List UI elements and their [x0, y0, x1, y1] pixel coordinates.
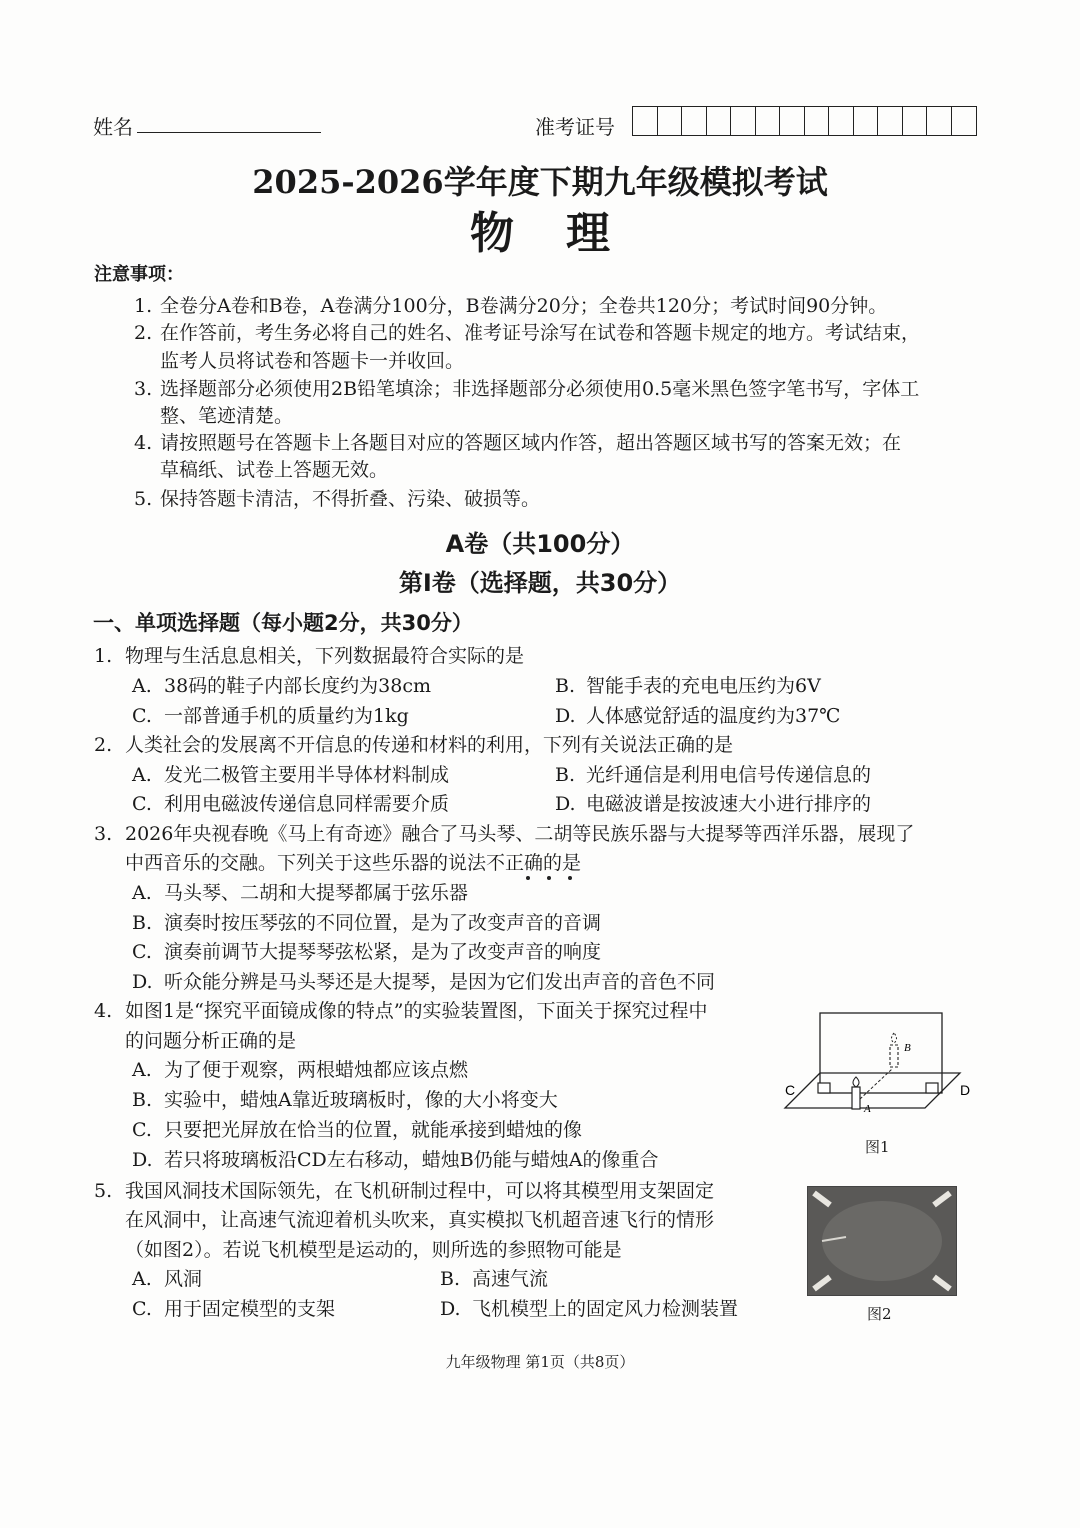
name-label: 姓名 — [93, 115, 133, 139]
exam-id-box[interactable] — [829, 107, 854, 135]
question-number: 5. — [94, 1180, 113, 1202]
question-stem: 我国风洞技术国际领先，在飞机研制过程中，可以将其模型用支架固定 — [125, 1180, 715, 1202]
notice-text: 保持答题卡清洁，不得折叠、污染、破损等。 — [160, 488, 541, 510]
option-text: 演奏时按压琴弦的不同位置，是为了改变声音的音调 — [164, 912, 602, 934]
option-row — [0, 701, 1080, 731]
option-text: 为了便于观察，两根蜡烛都应该点燃 — [164, 1059, 469, 1081]
wind-tunnel-photo — [807, 1186, 957, 1296]
option-row — [0, 878, 1080, 908]
section-heading: 一、单项选择题（每小题2分，共30分） — [93, 611, 473, 635]
question-stem: 中西音乐的交融。下列关于这些乐器的说法不正确的是 — [125, 852, 582, 874]
option-label: D. — [132, 971, 153, 993]
question-stem-line — [0, 848, 1080, 878]
exam-id-box[interactable] — [805, 107, 830, 135]
option-label: A. — [132, 882, 152, 904]
option-label: D. — [132, 1149, 153, 1171]
notice-number: 5. — [134, 488, 153, 510]
option-label: A. — [132, 764, 152, 786]
option-text: 38码的鞋子内部长度约为38cm — [164, 675, 432, 697]
paper-a-title: A卷（共100分） — [445, 530, 635, 558]
option-label: B. — [555, 675, 576, 697]
option-text: 光纤通信是利用电信号传递信息的 — [586, 764, 872, 786]
exam-id-box[interactable] — [927, 107, 952, 135]
option-row — [0, 1294, 1080, 1324]
option-row — [0, 1145, 1080, 1175]
option-label: A. — [132, 1059, 152, 1081]
option-text: 人体感觉舒适的温度约为37℃ — [586, 705, 841, 727]
option-text: 利用电磁波传递信息同样需要介质 — [164, 793, 450, 815]
option-text: 用于固定模型的支架 — [164, 1298, 336, 1320]
option-label: D. — [440, 1298, 461, 1320]
notice-text: 全卷分A卷和B卷，A卷满分100分，B卷满分20分；全卷共120分；考试时间90分钟。 — [160, 295, 888, 317]
option-text: 智能手表的充电电压约为6V — [586, 675, 821, 697]
exam-id-box[interactable] — [854, 107, 879, 135]
mirror-experiment-figure — [780, 1005, 980, 1130]
exam-id-box[interactable] — [903, 107, 928, 135]
question-stem: 2026年央视春晚《马上有奇迹》融合了马头琴、二胡等民族乐器与大提琴等西洋乐器，展现了 — [125, 823, 915, 845]
fig2-caption: 图2 — [867, 1305, 892, 1323]
notice-text: 监考人员将试卷和答题卡一并收回。 — [160, 350, 465, 372]
notice-text: 整、笔迹清楚。 — [160, 405, 294, 427]
notice-text: 草稿纸、试卷上答题无效。 — [160, 459, 389, 481]
question-1 — [0, 641, 1080, 671]
notice-heading: 注意事项： — [94, 264, 184, 285]
exam-id-box[interactable] — [878, 107, 903, 135]
option-label: D. — [555, 793, 576, 815]
option-label: A. — [132, 675, 152, 697]
question-stem: 人类社会的发展离不开信息的传递和材料的利用，下列有关说法正确的是 — [125, 734, 734, 756]
option-label: B. — [132, 1089, 153, 1111]
option-label: B. — [555, 764, 576, 786]
question-3 — [0, 819, 1080, 849]
notice-text: 选择题部分必须使用2B铅笔填涂；非选择题部分必须使用0.5毫米黑色签字笔书写，字体工 — [160, 378, 920, 400]
option-label: C. — [132, 1119, 152, 1141]
option-text: 演奏前调节大提琴琴弦松紧，是为了改变声音的响度 — [164, 941, 602, 963]
fig1-caption: 图1 — [865, 1138, 890, 1156]
notice-number: 4. — [134, 432, 153, 454]
notice-text: 请按照题号在答题卡上各题目对应的答题区域内作答，超出答题区域书写的答案无效；在 — [160, 432, 902, 454]
question-stem: 物理与生活息息相关，下列数据最符合实际的是 — [125, 645, 525, 667]
option-text: 高速气流 — [472, 1268, 549, 1290]
subject-title: 物理 — [470, 208, 662, 259]
option-text: 听众能分辨是马头琴还是大提琴，是因为它们发出声音的音色不同 — [164, 971, 716, 993]
exam-id-box[interactable] — [756, 107, 781, 135]
exam-id-boxes[interactable] — [632, 106, 977, 136]
option-row — [0, 967, 1080, 997]
option-row — [0, 760, 1080, 790]
question-number: 1. — [94, 645, 113, 667]
question-number: 2. — [94, 734, 113, 756]
notice-number: 3. — [134, 378, 153, 400]
question-stem: 在风洞中，让高速气流迎着机头吹来，真实模拟飞机超音速飞行的情形 — [125, 1209, 715, 1231]
option-row — [0, 789, 1080, 819]
question-number: 3. — [94, 823, 113, 845]
option-text: 电磁波谱是按波速大小进行排序的 — [586, 793, 872, 815]
question-stem: 如图1是“探究平面镜成像的特点”的实验装置图，下面关于探究过程中 — [125, 1000, 708, 1022]
option-text: 飞机模型上的固定风力检测装置 — [472, 1298, 739, 1320]
exam-id-box[interactable] — [731, 107, 756, 135]
option-label: B. — [440, 1268, 461, 1290]
option-text: 若只将玻璃板沿CD左右移动，蜡烛B仍能与蜡烛A的像重合 — [164, 1149, 659, 1171]
question-number: 4. — [94, 1000, 113, 1022]
option-row — [0, 908, 1080, 938]
option-label: C. — [132, 705, 152, 727]
notice-text: 在作答前，考生务必将自己的姓名、准考证号涂写在试卷和答题卡规定的地方。考试结束， — [160, 322, 921, 344]
fig1-label-d: D — [960, 1082, 971, 1098]
option-label: C. — [132, 793, 152, 815]
exam-id-box[interactable] — [952, 107, 977, 135]
page-footer: 九年级物理 第1页（共8页） — [445, 1353, 635, 1371]
option-label: B. — [132, 912, 153, 934]
fig1-label-c: C — [785, 1082, 796, 1098]
exam-id-box[interactable] — [707, 107, 732, 135]
notice-number: 2. — [134, 322, 153, 344]
fig1-label-a: A — [864, 1103, 871, 1115]
exam-id-box[interactable] — [682, 107, 707, 135]
exam-id-box[interactable] — [658, 107, 683, 135]
fig1-label-b: B — [904, 1042, 911, 1054]
option-text: 实验中，蜡烛A靠近玻璃板时，像的大小将变大 — [164, 1089, 558, 1111]
option-text: 马头琴、二胡和大提琴都属于弦乐器 — [164, 882, 469, 904]
option-text: 发光二极管主要用半导体材料制成 — [164, 764, 450, 786]
question-2 — [0, 730, 1080, 760]
question-stem: 的问题分析正确的是 — [125, 1030, 297, 1052]
option-label: C. — [132, 941, 152, 963]
exam-id-box[interactable] — [780, 107, 805, 135]
option-row — [0, 671, 1080, 701]
question-stem: （如图2）。若说飞机模型是运动的，则所选的参照物可能是 — [125, 1239, 622, 1261]
option-text: 一部普通手机的质量约为1kg — [164, 705, 409, 727]
part-1-title: 第Ⅰ卷（选择题，共30分） — [398, 569, 682, 597]
notice-number: 1. — [134, 295, 153, 317]
option-text: 只要把光屏放在恰当的位置，就能承接到蜡烛的像 — [164, 1119, 583, 1141]
exam-id-box[interactable] — [633, 107, 658, 135]
option-label: D. — [555, 705, 576, 727]
option-label: C. — [132, 1298, 152, 1320]
name-field[interactable] — [137, 132, 321, 133]
exam-title: 2025-2026学年度下期九年级模拟考试 — [252, 163, 828, 201]
option-text: 风洞 — [164, 1268, 203, 1290]
option-row — [0, 937, 1080, 967]
exam-id-label: 准考证号 — [535, 115, 615, 139]
option-label: A. — [132, 1268, 152, 1290]
